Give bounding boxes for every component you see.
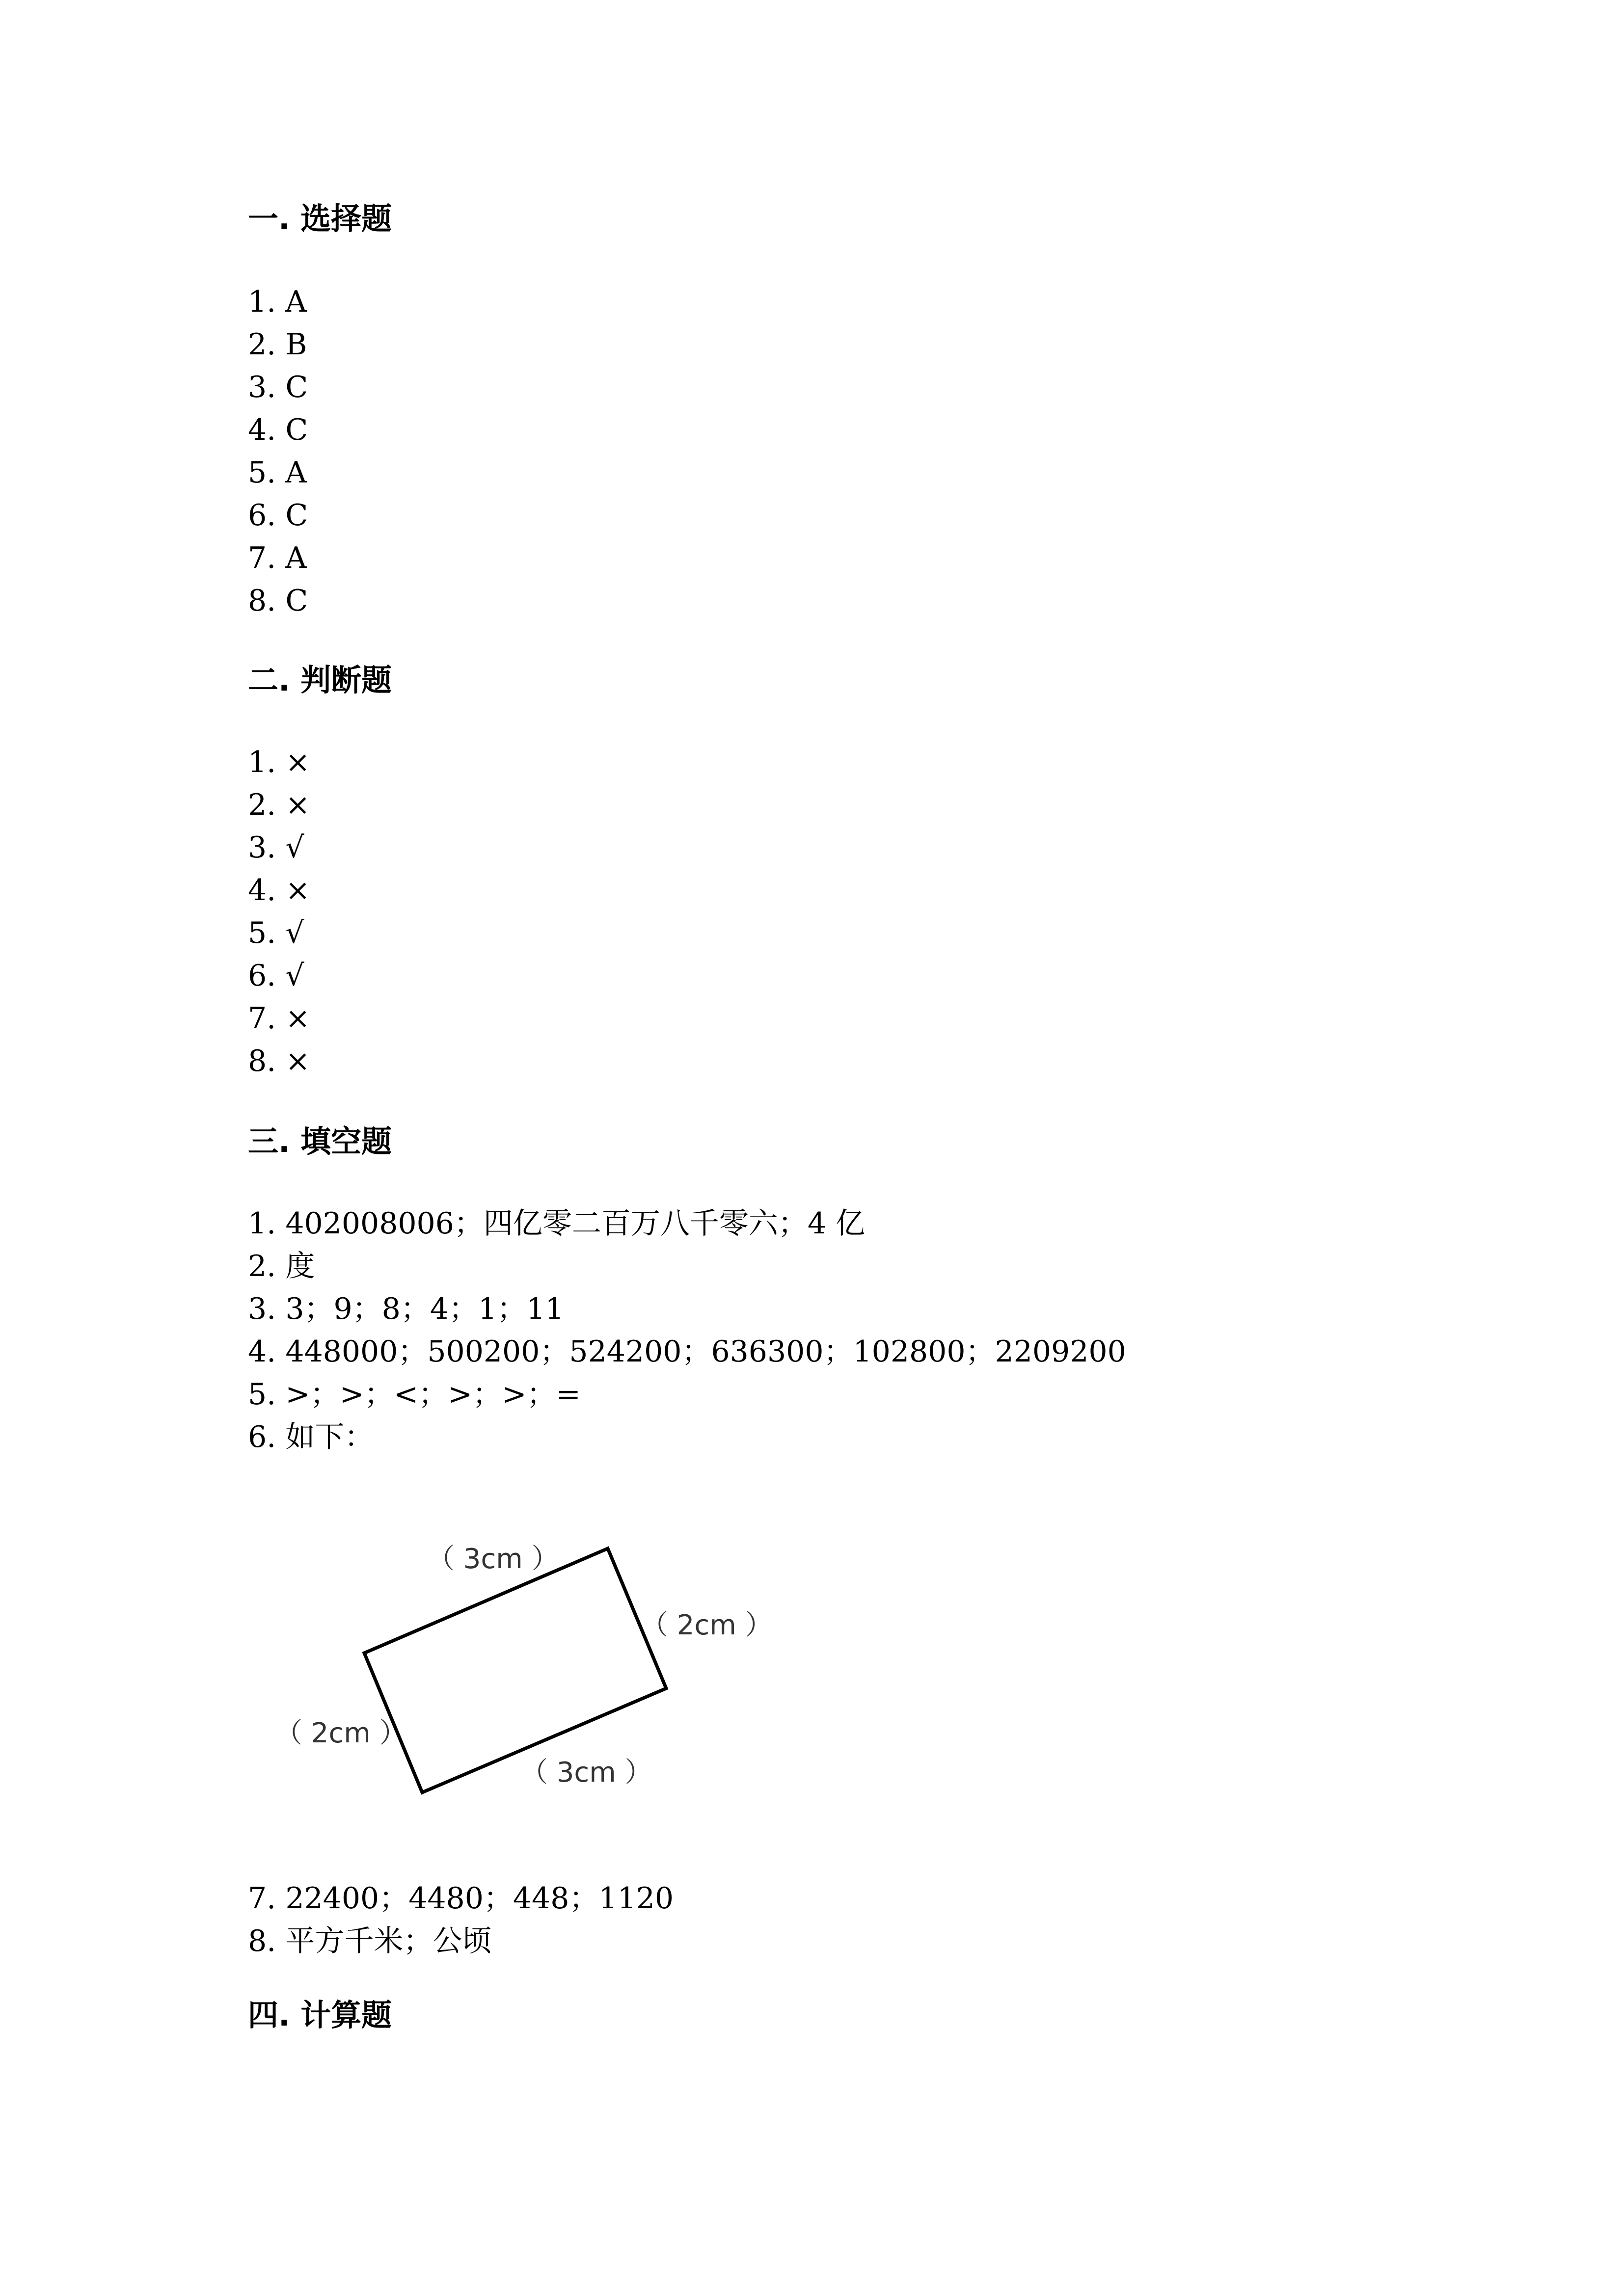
section-title-calc: 四. 计算题 (248, 1997, 392, 2033)
list-item: 1. 402008006；四亿零二百万八千零六；4 亿 (248, 1206, 866, 1241)
list-item: 4. C (248, 413, 308, 447)
list-item: 7. 22400；4480；448；1120 (248, 1881, 674, 1916)
choice-answer-list (248, 281, 308, 622)
rectangle-shape (364, 1548, 666, 1792)
section-title-choice: 一. 选择题 (248, 201, 392, 237)
list-item: 4. × (248, 873, 310, 908)
list-item: 8. C (248, 584, 308, 618)
figure-label-left: （ 2cm ） (275, 1717, 407, 1749)
list-item: 2. 度 (248, 1249, 315, 1283)
list-item: 8. 平方千米；公顷 (248, 1924, 492, 1958)
rectangle-figure (265, 1517, 805, 1826)
figure-label-bottom: （ 3cm ） (520, 1757, 652, 1789)
list-item: 3. C (248, 370, 308, 404)
list-item: 2. × (248, 788, 310, 822)
list-item: 3. 3；9；8；4；1；11 (248, 1292, 564, 1326)
list-item: 1. A (248, 285, 307, 319)
list-item: 1. × (248, 745, 310, 779)
list-item: 8. × (248, 1044, 310, 1078)
fill-answer-list (248, 1202, 1126, 1459)
list-item: 5. √ (248, 916, 304, 950)
list-item: 7. × (248, 1001, 310, 1036)
section-title-fill: 三. 填空题 (248, 1123, 392, 1159)
figure-label-right: （ 2cm ） (641, 1609, 773, 1641)
list-item: 5. A (248, 455, 307, 490)
list-item: 6. √ (248, 959, 304, 993)
figure-label-top: （ 3cm ） (427, 1543, 559, 1575)
fill-answer-list-continued (248, 1877, 674, 1963)
list-item: 5. >；>；<；>；>；= (248, 1377, 581, 1412)
section-title-judge: 二. 判断题 (248, 662, 392, 698)
list-item: 4. 448000；500200；524200；636300；102800；2209200 (248, 1335, 1126, 1369)
list-item: 3. √ (248, 830, 304, 865)
judge-answer-list (248, 741, 310, 1083)
list-item: 6. C (248, 498, 308, 533)
list-item: 6. 如下： (248, 1420, 374, 1454)
list-item: 2. B (248, 327, 307, 362)
list-item: 7. A (248, 541, 307, 575)
